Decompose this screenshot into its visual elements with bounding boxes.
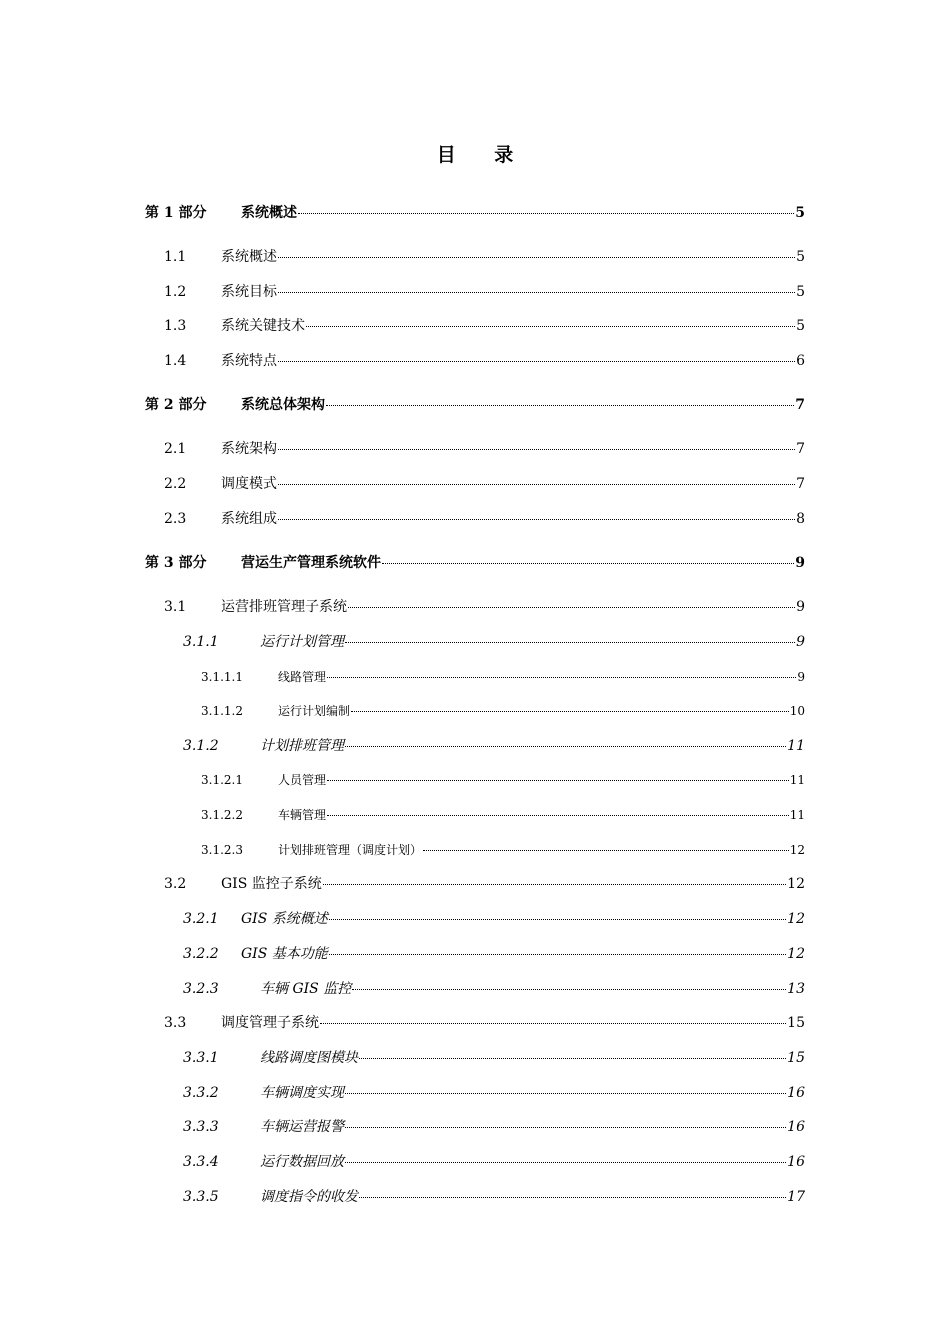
- toc-entry[interactable]: [164, 350, 805, 370]
- toc-entry-page: 13: [787, 981, 805, 997]
- toc-entry-title: 车辆运营报警: [260, 1119, 344, 1135]
- toc-entry[interactable]: [164, 281, 805, 301]
- toc-entry[interactable]: [164, 315, 805, 335]
- toc-entry-number: 2.2: [164, 476, 187, 492]
- toc-entry-number: 3.1.1: [183, 634, 219, 650]
- toc-entry[interactable]: [164, 508, 805, 528]
- toc-entry-number: 3.3.5: [183, 1189, 219, 1205]
- toc-entry-number: 3.3.2: [183, 1085, 219, 1101]
- toc-entry-number: 1.4: [164, 353, 187, 369]
- dot-leader: [278, 519, 795, 520]
- toc-entry-number: 3.3: [164, 1015, 187, 1031]
- toc-entry-title: 车辆 GIS 监控: [260, 981, 352, 997]
- dot-leader: [329, 919, 786, 920]
- toc-entry-title: 系统总体架构: [241, 397, 325, 413]
- toc-entry-number: 3.1.1.2: [201, 704, 243, 718]
- toc-entry-title: GIS 基本功能: [241, 946, 328, 962]
- dot-leader: [278, 449, 795, 450]
- toc-entry-title: 系统架构: [221, 441, 277, 457]
- toc-entry-page: 9: [795, 555, 805, 571]
- toc-entry-number: 3.2.3: [183, 981, 219, 997]
- toc-entry-title: 计划排班管理: [260, 738, 344, 754]
- toc-entry-page: 7: [795, 397, 805, 413]
- toc-entry-page: 5: [796, 249, 805, 265]
- toc-entry-title: 运行计划管理: [260, 634, 344, 650]
- toc-entry-page: 17: [787, 1189, 805, 1205]
- toc-entry[interactable]: [145, 552, 805, 572]
- toc-entry[interactable]: [145, 394, 805, 414]
- toc-entry[interactable]: [164, 246, 805, 266]
- toc-entry-title: 车辆调度实现: [260, 1085, 344, 1101]
- toc-entry-number: 3.1.2.2: [201, 808, 243, 822]
- toc-entry[interactable]: [201, 841, 805, 858]
- toc-entry[interactable]: [183, 1186, 805, 1206]
- toc-entry-page: 5: [796, 284, 805, 300]
- toc-entry-title: GIS 监控子系统: [221, 876, 322, 892]
- dot-leader: [298, 213, 794, 214]
- toc-entry-number: 2.3: [164, 511, 187, 527]
- dot-leader: [345, 1093, 786, 1094]
- toc-entry-page: 7: [796, 476, 805, 492]
- toc-entry-number: 3.1.2: [183, 738, 219, 754]
- toc-entry-page: 9: [796, 599, 805, 615]
- toc-entry-page: 11: [787, 738, 805, 754]
- toc-entry[interactable]: [183, 1116, 805, 1136]
- toc-entry-page: 16: [787, 1154, 805, 1170]
- toc-entry[interactable]: [164, 873, 805, 893]
- dot-leader: [278, 361, 795, 362]
- toc-entry-page: 12: [787, 946, 805, 962]
- toc-entry-number: 1.2: [164, 284, 187, 300]
- dot-leader: [352, 989, 786, 990]
- toc-entry-title: 线路调度图模块: [260, 1050, 358, 1066]
- toc-entry-page: 6: [796, 353, 805, 369]
- toc-entry[interactable]: [164, 596, 805, 616]
- toc-entry-title: 调度管理子系统: [221, 1015, 319, 1031]
- toc-entry[interactable]: [183, 1047, 805, 1067]
- toc-entry[interactable]: [183, 978, 805, 998]
- dot-leader: [278, 257, 795, 258]
- toc-entry-page: 12: [787, 911, 805, 927]
- toc-entry-number: 第 1 部分: [145, 205, 207, 221]
- dot-leader: [278, 292, 795, 293]
- toc-entry[interactable]: [164, 473, 805, 493]
- toc-entry[interactable]: [183, 943, 805, 963]
- toc-entry[interactable]: [183, 908, 805, 928]
- toc-entry-page: 11: [789, 808, 805, 822]
- toc-entry-number: 3.1.2.1: [201, 773, 243, 787]
- dot-leader: [306, 326, 795, 327]
- toc-entry-page: 15: [787, 1050, 805, 1066]
- toc-entry-page: 16: [787, 1085, 805, 1101]
- toc-entry[interactable]: [201, 702, 805, 719]
- dot-leader: [320, 1023, 786, 1024]
- toc-entry-number: 3.2: [164, 876, 187, 892]
- toc-entry-page: 15: [787, 1015, 805, 1031]
- toc-entry-number: 3.2.1: [183, 911, 219, 927]
- toc-entry-page: 9: [797, 670, 805, 684]
- toc-title: 目 录: [436, 144, 530, 166]
- toc-entry-title: 运行数据回放: [260, 1154, 344, 1170]
- toc-entry-number: 3.3.1: [183, 1050, 219, 1066]
- dot-leader: [278, 484, 795, 485]
- dot-leader: [345, 1162, 786, 1163]
- toc-entry-number: 3.1: [164, 599, 187, 615]
- toc-entry-page: 7: [796, 441, 805, 457]
- toc-entry-title: 系统概述: [221, 249, 277, 265]
- dot-leader: [323, 884, 786, 885]
- toc-entry-number: 第 2 部分: [145, 397, 207, 413]
- dot-leader: [327, 815, 789, 816]
- dot-leader: [326, 405, 794, 406]
- toc-entry-title: 车辆管理: [278, 808, 327, 822]
- toc-entry-number: 2.1: [164, 441, 187, 457]
- toc-entry-title: 系统组成: [221, 511, 277, 527]
- dot-leader: [359, 1058, 786, 1059]
- toc-entry-number: 3.1.2.3: [201, 843, 243, 857]
- dot-leader: [345, 642, 795, 643]
- toc-entry-number: 3.3.4: [183, 1154, 219, 1170]
- dot-leader: [345, 1127, 786, 1128]
- toc-entry[interactable]: [183, 735, 805, 755]
- toc-entry-title: 调度指令的收发: [260, 1189, 358, 1205]
- toc-entry[interactable]: [201, 771, 805, 788]
- toc-entry[interactable]: [183, 1082, 805, 1102]
- toc-entry[interactable]: [201, 668, 805, 685]
- toc-entry-page: 10: [789, 704, 805, 718]
- dot-leader: [351, 711, 789, 712]
- toc-entry-page: 11: [789, 773, 805, 787]
- toc-entry-number: 1.3: [164, 318, 187, 334]
- toc-entry-title: 系统概述: [241, 205, 297, 221]
- toc-entry-page: 5: [796, 318, 805, 334]
- toc-entry-title: GIS 系统概述: [241, 911, 328, 927]
- toc-entry-title: 运营排班管理子系统: [221, 599, 347, 615]
- dot-leader: [329, 954, 786, 955]
- toc-entry-page: 16: [787, 1119, 805, 1135]
- toc-entry-number: 3.1.1.1: [201, 670, 243, 684]
- toc-entry-title: 运行计划编制: [278, 704, 351, 718]
- toc-entry-page: 8: [796, 511, 805, 527]
- dot-leader: [423, 850, 789, 851]
- toc-entry-page: 12: [787, 876, 805, 892]
- toc-entry[interactable]: [183, 1151, 805, 1171]
- toc-entry-number: 3.3.3: [183, 1119, 219, 1135]
- toc-entry-title: 系统目标: [221, 284, 277, 300]
- toc-entry[interactable]: [183, 631, 805, 651]
- dot-leader: [382, 563, 794, 564]
- dot-leader: [359, 1197, 786, 1198]
- toc-entry-title: 调度模式: [221, 476, 277, 492]
- toc-entry[interactable]: [164, 1012, 805, 1032]
- toc-entry-page: 12: [789, 843, 805, 857]
- dot-leader: [327, 677, 796, 678]
- toc-entry-title: 系统关键技术: [221, 318, 305, 334]
- dot-leader: [327, 780, 789, 781]
- toc-entry-title: 线路管理: [278, 670, 327, 684]
- toc-entry-number: 第 3 部分: [145, 555, 207, 571]
- toc-entry-title: 人员管理: [278, 773, 327, 787]
- toc-entry[interactable]: [201, 806, 805, 823]
- toc-entry-title: 计划排班管理（调度计划）: [278, 843, 423, 857]
- toc-entry-page: 9: [796, 634, 805, 650]
- toc-entry-title: 系统特点: [221, 353, 277, 369]
- toc-entry-page: 5: [795, 205, 805, 221]
- dot-leader: [348, 607, 795, 608]
- toc-entry[interactable]: [145, 202, 805, 222]
- toc-entry-number: 1.1: [164, 249, 187, 265]
- toc-entry-title: 营运生产管理系统软件: [241, 555, 381, 571]
- toc-entry[interactable]: [164, 438, 805, 458]
- toc-entry-number: 3.2.2: [183, 946, 219, 962]
- dot-leader: [345, 746, 786, 747]
